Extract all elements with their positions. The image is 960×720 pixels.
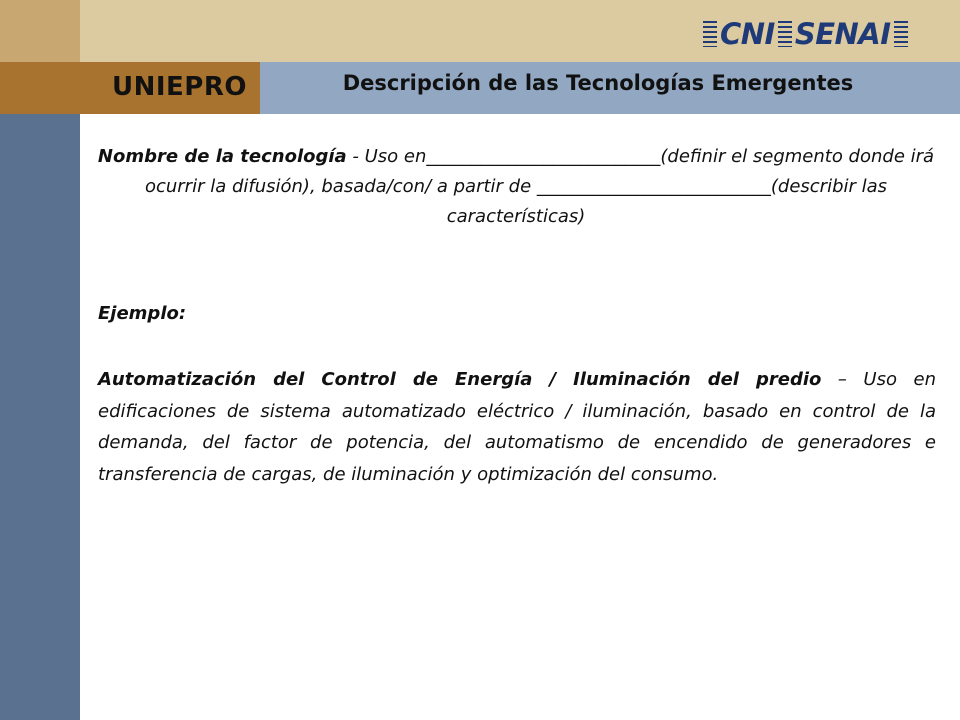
- header-corner-block: [0, 0, 80, 62]
- technology-name-label: Nombre de la tecnología: [97, 146, 347, 167]
- example-text: – Uso en edificaciones de sistema automatizado eléctrico / iluminación, basado en control de la demanda, del factor de potencia, del automatismo de encendido de generadores e transferencia de cargas, de iluminación y optimización del consumo.: [98, 369, 936, 485]
- logo-text-senai: SENAI: [794, 17, 891, 51]
- logo-text-cni: CNI: [720, 17, 775, 51]
- example-paragraph: [98, 364, 936, 490]
- logo-lines-icon: [778, 21, 792, 47]
- logo-lines-icon: [894, 21, 908, 47]
- left-sidebar-bar: [0, 114, 80, 720]
- slide-title: Descripción de las Tecnologías Emergentes: [342, 71, 854, 95]
- technology-definition-template: [96, 142, 936, 232]
- example-title: Automatización del Control de Energía / Iluminación del predio: [98, 369, 822, 390]
- section-label: UNIEPRO: [112, 72, 247, 102]
- definition-text: - Uso en__________________________(definir el segmento donde irá ocurrir la difusión), basada/con/ a partir de __________________________(describir las características): [144, 146, 935, 227]
- example-heading: Ejemplo:: [98, 303, 187, 324]
- logo-lines-icon: [703, 21, 717, 47]
- cni-senai-logo: [700, 14, 911, 54]
